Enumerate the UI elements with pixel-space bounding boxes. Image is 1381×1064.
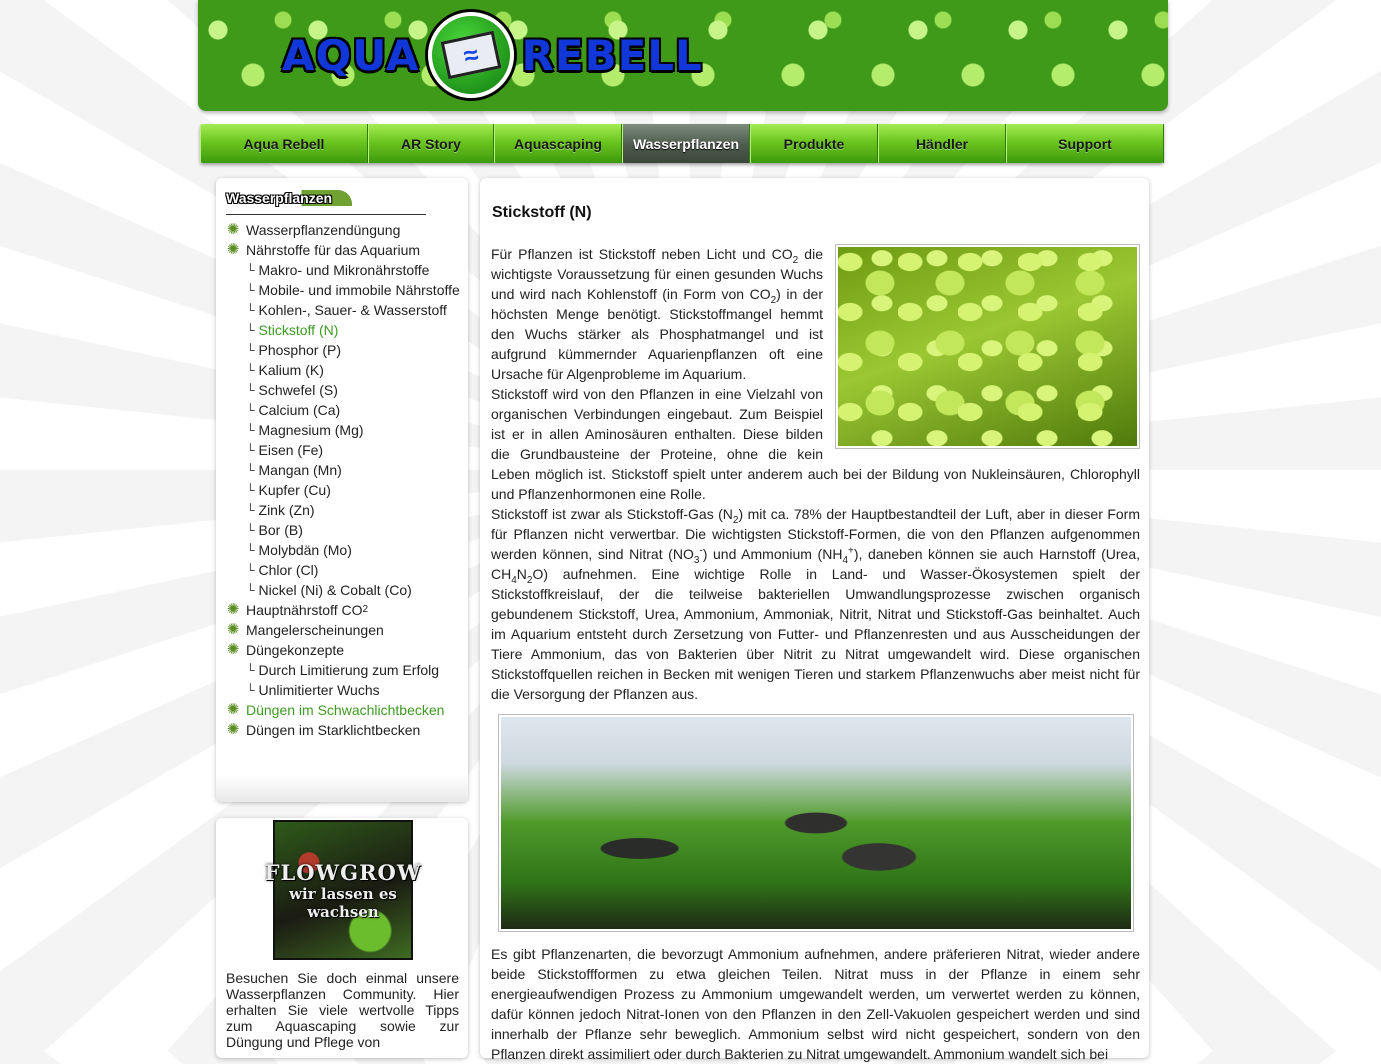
flowgrow-banner-image[interactable] (264, 820, 422, 960)
wave-flag-icon (428, 12, 514, 98)
sidebar-item-label: Bor (B) (258, 522, 303, 538)
subitem-corner-icon: └ (246, 443, 255, 457)
sidebar-item-label: Magnesium (Mg) (258, 422, 364, 438)
sidebar-title: Wasserpflanzen (226, 190, 352, 206)
nav-aquascaping[interactable]: Aquascaping (494, 124, 622, 163)
logo-word-left: AQUA (282, 30, 420, 80)
article-body (491, 244, 1140, 1064)
sidebar-item[interactable] (226, 240, 466, 260)
sidebar-item[interactable] (226, 420, 466, 440)
sidebar-item[interactable] (226, 380, 466, 400)
ad-description: Besuchen Sie doch einmal unsere Wasserpflanzen Community. Hier erhalten Sie viele wertvolle Tipps zum Aquascaping sowie zur Düngung und Pflege von (226, 970, 459, 1050)
sidebar-item[interactable] (226, 480, 466, 500)
sidebar-item[interactable]: ✺ Hauptnährstoff CO 2 (226, 601, 369, 618)
sidebar-item-label: Durch Limitierung zum Erfolg (258, 662, 440, 678)
subitem-corner-icon: └ (246, 683, 255, 697)
paragraph-4: Es gibt Pflanzenarten, die bevorzugt Ammonium aufnehmen, andere präferieren Nitrat, wieder andere beide Stickstoffformen zu etwa gleichen Teilen. Nitrat muss in der Pflanze in einem sehr energieaufwendigen Prozess zu Ammonium umgewandelt werden, um verwertet werden zu können, dafür können jedoch Nitrat-Ionen von den Pflanzen in den Zell-Vakuolen gespeichert werden und sind innerhalb der Pflanze sehr beweglich. Ammonium selbst wird nicht gespeichert, sondern von den Pflanzen direkt assimiliert oder durch Bakterien zu Nitrat umgewandelt. Ammonium wandelt sich bei (491, 946, 1140, 1062)
sidebar-panel (216, 178, 468, 802)
subitem-corner-icon: └ (246, 383, 255, 397)
subitem-corner-icon: └ (246, 503, 255, 517)
subitem-corner-icon: └ (246, 543, 255, 557)
sidebar-item[interactable] (226, 220, 466, 240)
paragraph-2: Stickstoff wird von den Pflanzen in eine Vielzahl von organischen Verbindungen eingebaut. Zum Beispiel ist er in allen Aminosäuren enthalten. Diese bilden die Grundbausteine der Proteine, ohne die kein Leben möglich ist. Stickstoff spielt unter anderem auch bei der Bildung von Nukleinsäuren, Chlorophyll und Pflanzenhormonen eine Rolle. (491, 386, 1140, 502)
subitem-corner-icon: └ (246, 303, 255, 317)
logo-word-right: REBELL (521, 30, 703, 80)
subitem-corner-icon: └ (246, 463, 255, 477)
sidebar-item-label: Kalium (K) (258, 362, 324, 378)
nav-ar-story[interactable]: AR Story (368, 124, 494, 163)
nav-support[interactable]: Support (1006, 124, 1164, 163)
sidebar-item-label: Kohlen-, Sauer- & Wasserstoff (258, 302, 447, 318)
sidebar-item-label: Unlimitierter Wuchs (258, 682, 380, 698)
sidebar-item-label: Nickel (Ni) & Cobalt (Co) (258, 582, 412, 598)
paragraph-1: Für Pflanzen ist Stickstoff neben Licht und $CO_2$ die wichtigste Voraussetzung für einen gesunden Wuchs und wird nach Kohlenstoff (in Form von $CO_2$) in der höchsten Menge benötigt. Stickstoffmangel hemmt den Wuchs stärker als Phosphatmangel und ist aufgrund kümmernder Aquarienpflanzen oft eine Ursache für Algenprobleme im Aquarium. (491, 246, 824, 382)
sidebar-item[interactable] (226, 680, 466, 700)
sidebar-item-label: Calcium (Ca) (258, 402, 341, 418)
subitem-corner-icon: └ (246, 343, 255, 357)
sidebar-item[interactable] (226, 440, 466, 460)
subitem-corner-icon: └ (246, 403, 255, 417)
subitem-corner-icon: └ (246, 263, 255, 277)
nav-produkte[interactable]: Produkte (750, 124, 878, 163)
sidebar-item[interactable] (226, 520, 466, 540)
leaf-bullet-icon: ✺ (226, 701, 240, 718)
subitem-corner-icon: └ (246, 663, 255, 677)
ad-image-title: FLOWGROW (264, 859, 422, 885)
sidebar-item[interactable] (226, 620, 466, 640)
leaf-bullet-icon: ✺ (226, 721, 240, 738)
sidebar-item-label: Hauptnährstoff CO (246, 602, 363, 618)
nav-aqua-rebell[interactable]: Aqua Rebell (200, 124, 368, 163)
sidebar-item[interactable] (226, 720, 466, 740)
sidebar-item[interactable] (226, 640, 466, 660)
sidebar-item-label: Eisen (Fe) (258, 442, 324, 458)
sidebar-item[interactable] (226, 580, 466, 600)
nav-haendler[interactable]: Händler (878, 124, 1006, 163)
leaf-bullet-icon: ✺ (226, 241, 240, 258)
sidebar-item-label: Mobile- und immobile Nährstoffe (258, 282, 460, 298)
sidebar-item-label: Wasserpflanzendüngung (246, 222, 401, 238)
sidebar-item-label: Düngekonzepte (246, 642, 345, 658)
sidebar-item-label: Stickstoff (N) (258, 322, 339, 338)
sidebar-item[interactable] (226, 400, 466, 420)
aqua-rebell-logo[interactable] (282, 10, 703, 100)
sidebar-item[interactable] (226, 540, 466, 560)
sidebar-title-bar (226, 180, 426, 215)
sidebar-item[interactable] (226, 560, 466, 580)
sidebar-item[interactable] (226, 460, 466, 480)
sidebar-item[interactable] (226, 360, 466, 380)
ad-image-slogan: wir lassen es wachsen (289, 884, 397, 921)
sidebar-item-label: Nährstoffe für das Aquarium (246, 242, 421, 258)
leaf-bullet-icon: ✺ (226, 601, 240, 618)
subitem-corner-icon: └ (246, 563, 255, 577)
sidebar-item[interactable] (226, 320, 466, 340)
sidebar-item-label: Düngen im Schwachlichtbecken (246, 702, 445, 718)
sidebar-item[interactable] (226, 300, 466, 320)
leaf-bullet-icon: ✺ (226, 621, 240, 638)
community-ad-panel (216, 818, 468, 1058)
page-title: Stickstoff (N) (492, 204, 592, 221)
nav-wasserpflanzen[interactable]: Wasserpflanzen (622, 124, 750, 163)
sidebar-item-label: Zink (Zn) (258, 502, 315, 518)
plant-photo (835, 244, 1140, 449)
sidebar-footer (216, 774, 468, 802)
sidebar-item-label: Schwefel (S) (258, 382, 338, 398)
sidebar-item[interactable] (226, 660, 466, 680)
sidebar-item-label: Kupfer (Cu) (258, 482, 331, 498)
sidebar-item-label: Chlor (Cl) (258, 562, 319, 578)
sidebar-item-label: Mangan (Mn) (258, 462, 342, 478)
subitem-corner-icon: └ (246, 363, 255, 377)
sidebar-item[interactable] (226, 340, 466, 360)
sidebar-item-label: Molybdän (Mo) (258, 542, 352, 558)
wave-icon: ≈ (440, 31, 501, 79)
paragraph-3: Stickstoff ist zwar als Stickstoff-Gas $(N_2)$ mit ca. 78% der Hauptbestandteil der Luft, aber in dieser Form für Pflanzen nicht verwertbar. Die wichtigsten Stickstoff-Formen, die von den Pflanzen aufgenommen werden können, sind Nitrat $(NO_3^-)$ und Ammonium $(NH_4^+)$, daneben können sie auch Harnstoff (Urea, $CH_4N_2O$) aufnehmen. Eine wichtige Rolle in Land- und Wasser-Ökosystemen spielt der Stickstoffkreislauf, der die teilweise bakteriellen Umwandlungsprozesse zwischen organisch gebundenem Stickstoff, Urea, Ammonium, Ammoniak, Nitrit, Nitrat und Stickstoff-Gas beinhaltet. Auch im Aquarium entsteht durch Zersetzung von Futter- und Pflanzenresten und aus Ausscheidungen der Tiere Ammonium, das von Bakterien über Nitrit zu Nitrat umgewandelt wird. Diese organischen Stickstoffquellen reichen in Becken mit wenigen Tieren und starkem Pflanzenwuchs aber meist nicht für die Versorgung der Pflanzen aus. (491, 506, 1141, 702)
main-content-panel (480, 178, 1149, 1062)
sidebar-item[interactable] (226, 500, 466, 520)
sidebar-item[interactable] (226, 700, 466, 720)
subitem-corner-icon: └ (246, 583, 255, 597)
sidebar-item-label: Düngen im Starklichtbecken (246, 722, 421, 738)
sidebar-menu (226, 220, 466, 740)
subitem-corner-icon: └ (246, 283, 255, 297)
sidebar-item-label: Phosphor (P) (258, 342, 341, 358)
main-navigation (200, 124, 1164, 163)
sidebar-item-label: Makro- und Mikronährstoffe (258, 262, 430, 278)
leaf-bullet-icon: ✺ (226, 221, 240, 238)
subitem-corner-icon: └ (246, 483, 255, 497)
subitem-corner-icon: └ (246, 523, 255, 537)
sidebar-item[interactable] (226, 280, 466, 300)
leaf-bullet-icon: ✺ (226, 641, 240, 658)
sidebar-item-label: Mangelerscheinungen (246, 622, 384, 638)
subitem-corner-icon: └ (246, 423, 255, 437)
aquascape-photo (498, 714, 1134, 932)
header-banner (198, 0, 1168, 111)
sidebar-item[interactable] (226, 260, 466, 280)
subitem-corner-icon: └ (246, 323, 255, 337)
